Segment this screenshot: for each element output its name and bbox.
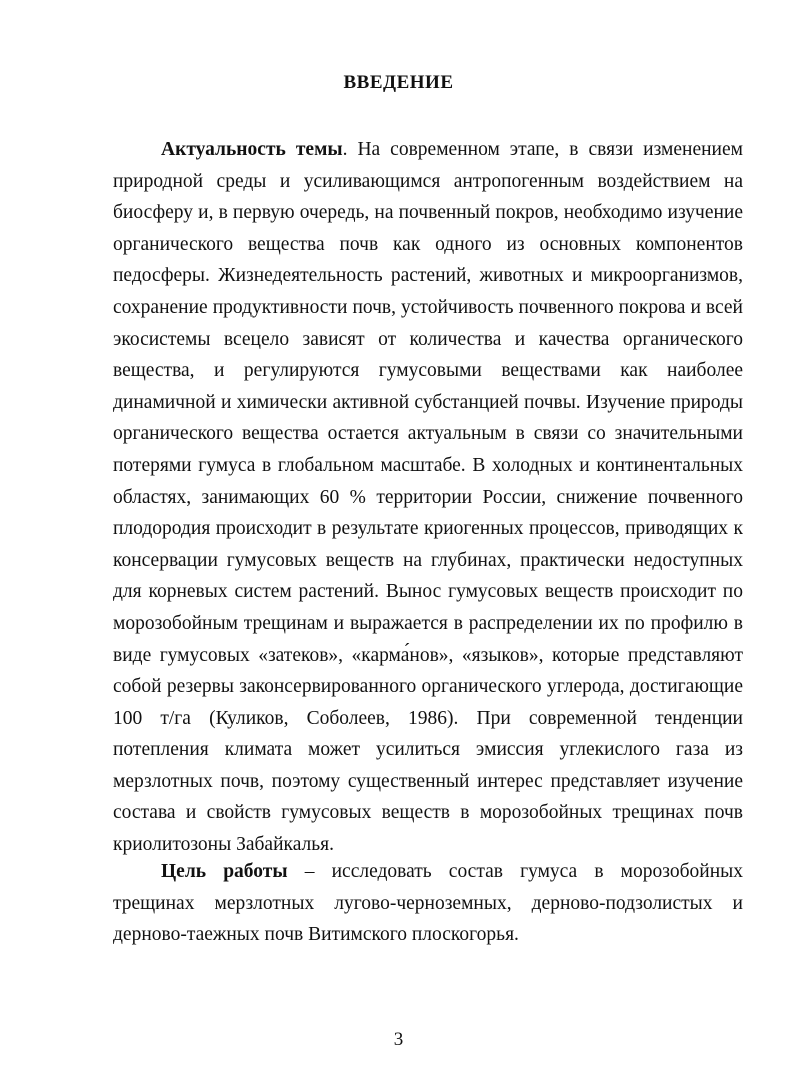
paragraph-lead-goal: Цель работы: [161, 861, 288, 882]
page-number: 3: [393, 1029, 404, 1050]
paragraph-lead-relevance: Актуальность темы: [161, 139, 343, 160]
paragraph-relevance: [113, 134, 743, 861]
section-title: ВВЕДЕНИЕ: [343, 72, 454, 93]
paragraph-text-goal: – исследовать состав гумуса в морозобойных трещинах мерзлотных лугово-черноземных, дерново-подзолистых и дерново-таежных почв Витимского плоскогорья.: [113, 861, 743, 946]
paragraph-text-relevance: . На современном этапе, в связи изменением природной среды и усиливающимся антропогенным воздействием на биосферу и, в первую очередь, на почвенный покров, необходимо изучение органического вещества почв как одного из основных компонентов педосферы. Жизнедеятельность растений, животных и микроорганизмов, сохранение продуктивности почв, устойчивость почвенного покрова и всей экосистемы всецело зависят от количества и качества органического вещества, и регулируются гумусовыми веществами как наиболее динамичной и химически активной субстанцией почвы. Изучение природы органического вещества остается актуальным в связи со значительными потерями гумуса в глобальном масштабе. В холодных и континентальных областях, занимающих 60 % территории России, снижение почвенного плодородия происходит в результате криогенных процессов, приводящих к консервации гумусовых веществ на глубинах, практически недоступных для корневых систем растений. Вынос гумусовых веществ происходит по морозобойным трещинам и выражается в распределении их по профилю в виде гумусовых «затеков», «карма́нов», «языков», которые представляют собой резервы законсервированного органического углерода, достигающие 100 т/га (Куликов, Соболеев, 1986). При современной тенденции потепления климата может усилиться эмиссия углекислого газа из мерзлотных почв, поэтому существенный интерес представляет изучение состава и свойств гумусовых веществ в морозобойных трещинах почв криолитозоны Забайкалья.: [113, 139, 743, 856]
paragraph-goal: [113, 856, 743, 951]
